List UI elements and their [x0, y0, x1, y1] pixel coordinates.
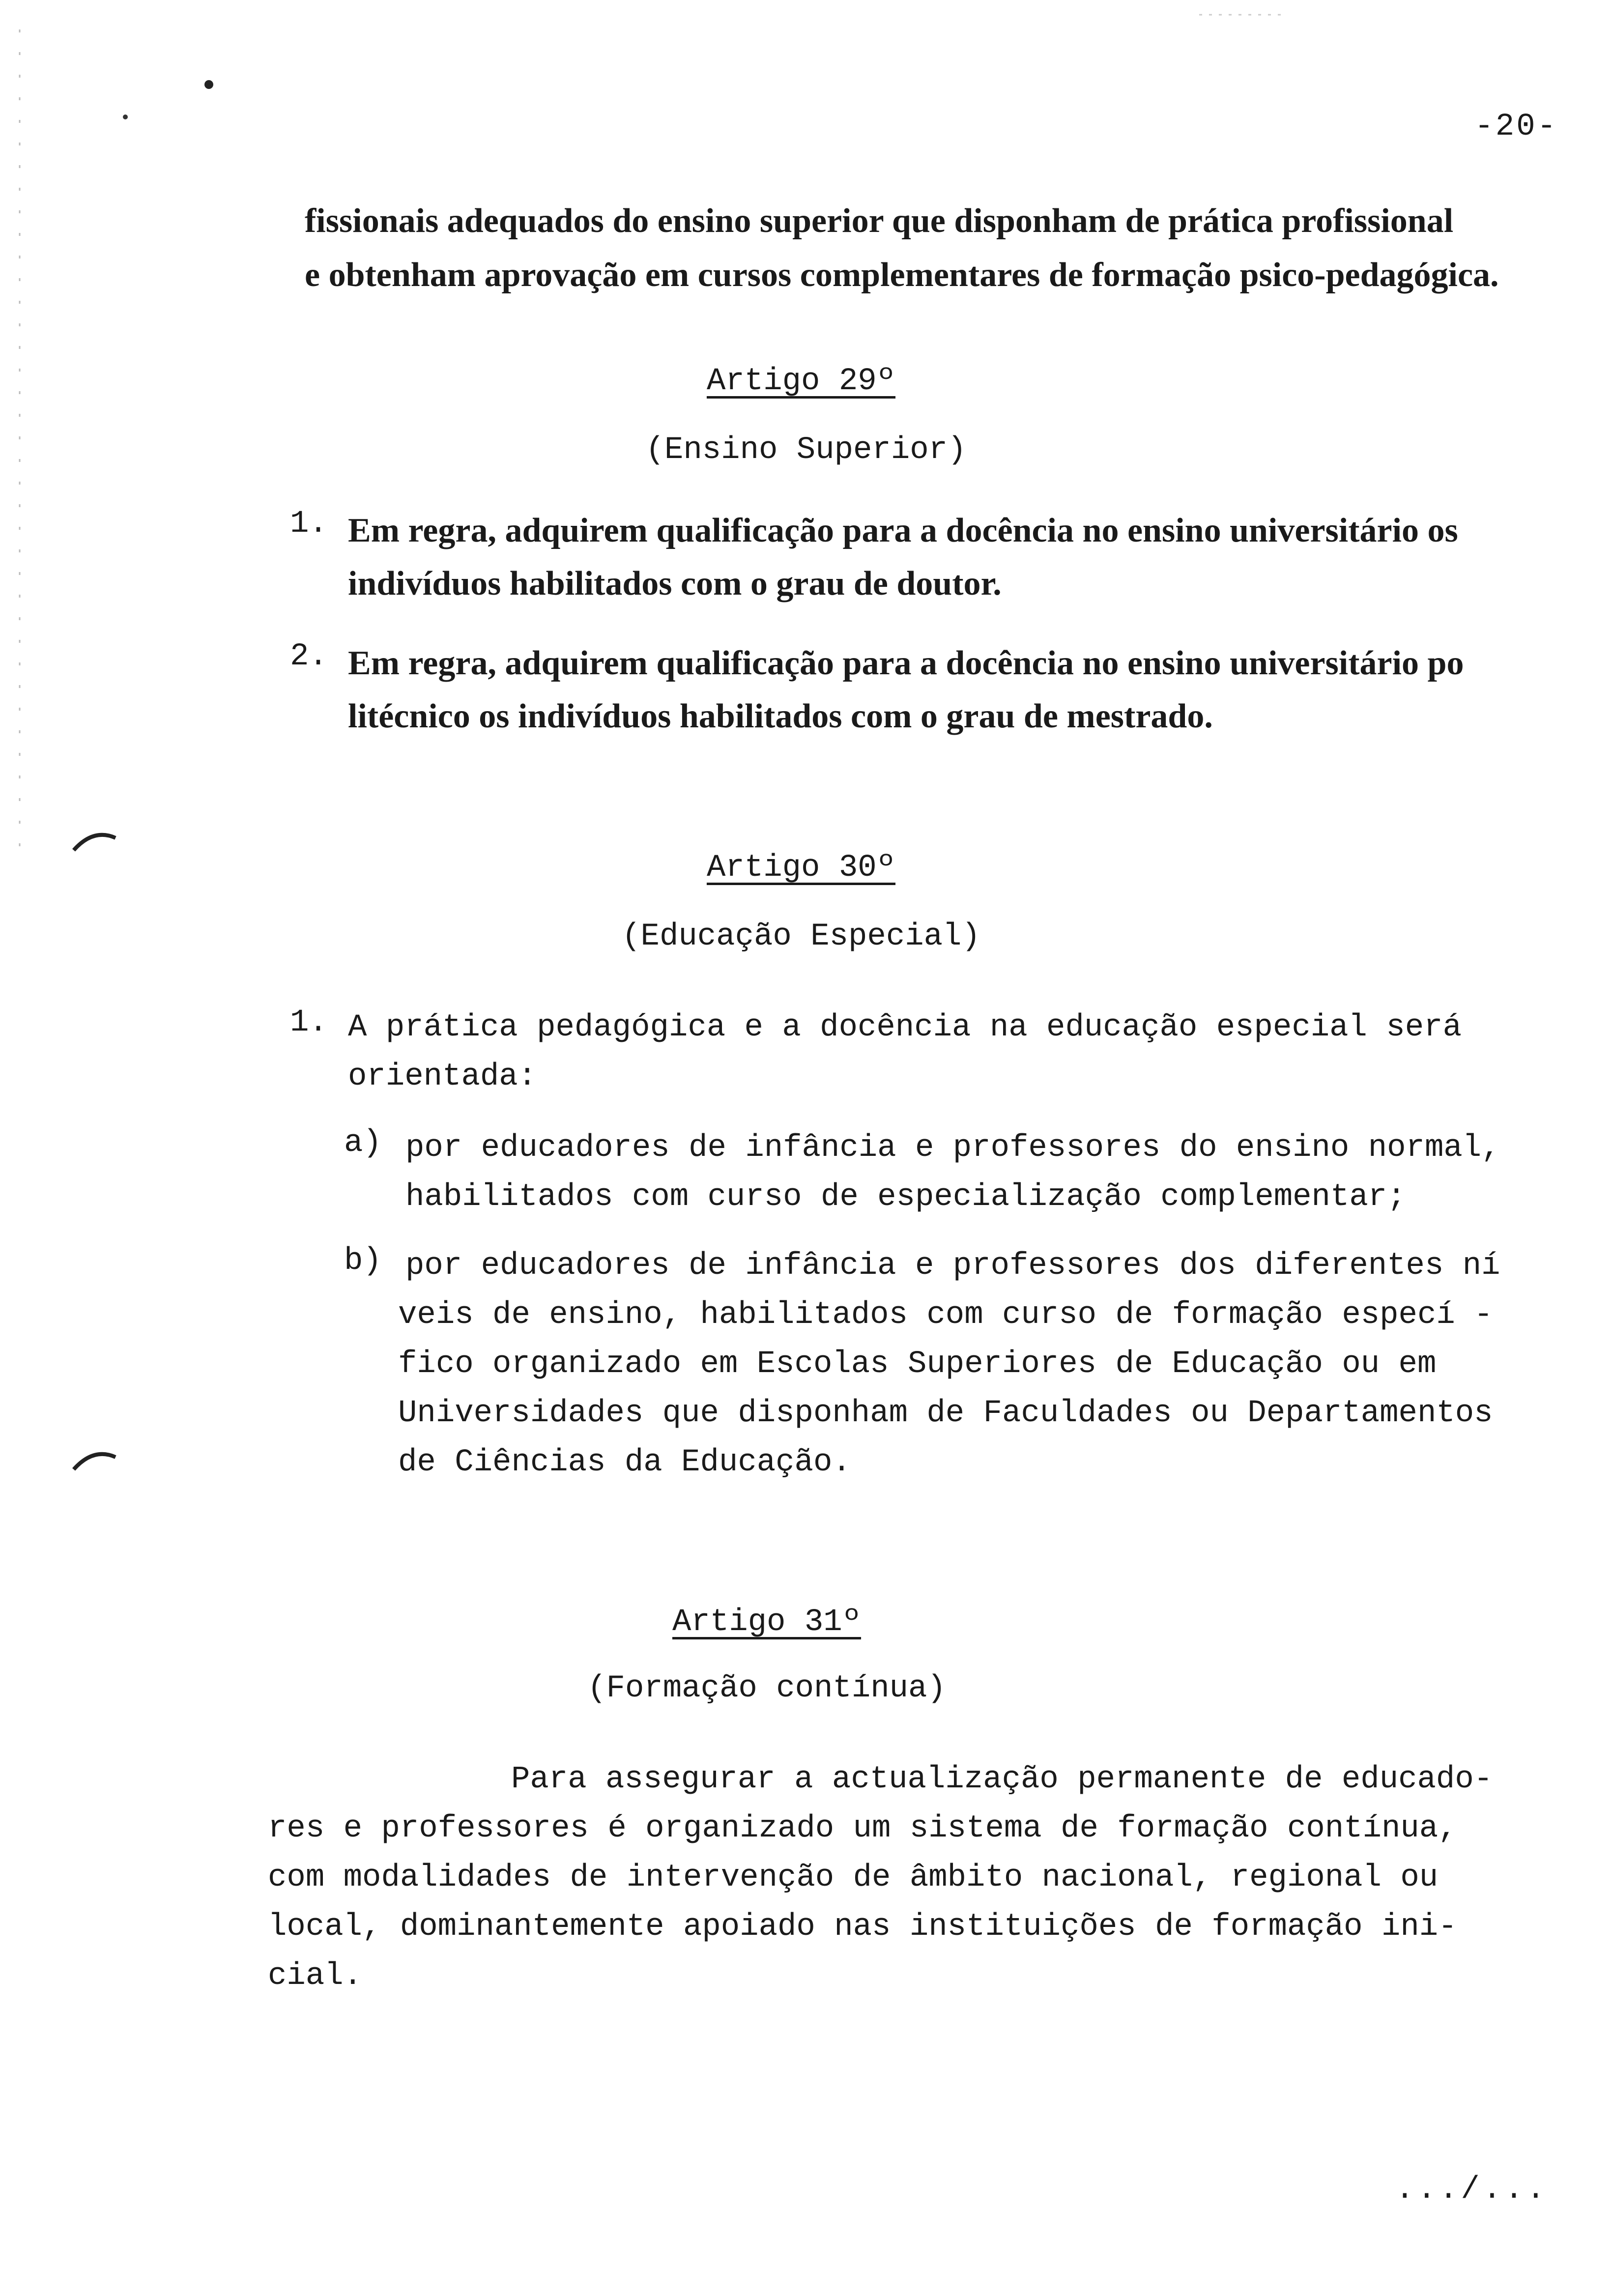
continuation-mark: .../...: [1395, 2172, 1548, 2208]
art31-line-5: cial.: [268, 1958, 363, 1994]
art31-line-4: local, dominantemente apoiado nas instituições de formação ini-: [268, 1909, 1457, 1945]
article-30-heading: [0, 850, 1607, 886]
art29-p1-line-2: indivíduos habilitados com o grau de doutor.: [348, 565, 1002, 603]
art31-line-1: Para assegurar a actualização permanente de educado-: [511, 1762, 1493, 1797]
article-31-subtitle: (Formação contínua): [587, 1671, 946, 1706]
article-31-title: Artigo 31º: [672, 1605, 862, 1640]
art30-item-b-line-5: de Ciências da Educação.: [398, 1445, 851, 1480]
art29-p1-line-1: Em regra, adquirem qualificação para a docência no ensino universitário os: [348, 512, 1458, 549]
art30-item-a-label: a): [344, 1125, 382, 1161]
art30-p1-line-2: orientada:: [348, 1059, 537, 1094]
art30-item-b-line-1: por educadores de infância e professores dos diferentes ní: [405, 1248, 1500, 1284]
article-30-subtitle: (Educação Especial): [622, 919, 980, 954]
article-29-subtitle: (Ensino Superior): [645, 432, 967, 468]
art30-item-a-line-1: por educadores de infância e professores do ensino normal,: [405, 1130, 1500, 1166]
article-29-title: Artigo 29º: [706, 364, 896, 399]
art30-item-b-label: b): [344, 1243, 382, 1279]
intro-line-2: e obtenham aprovação em cursos complementares de formação psico-pedagógica.: [305, 256, 1499, 294]
art29-p2-number: 2.: [290, 639, 328, 674]
art30-item-a-line-2: habilitados com curso de especialização complementar;: [405, 1179, 1406, 1215]
art29-p2-line-1: Em regra, adquirem qualificação para a docência no ensino universitário po: [348, 644, 1464, 682]
article-29-heading: [0, 364, 1607, 399]
page-number: -20-: [1474, 109, 1558, 144]
art30-item-b-line-2: veis de ensino, habilitados com curso de formação especí -: [398, 1297, 1493, 1333]
art30-item-b-line-4: Universidades que disponham de Faculdades ou Departamentos: [398, 1396, 1493, 1431]
art31-line-3: com modalidades de intervenção de âmbito nacional, regional ou: [268, 1860, 1439, 1895]
art31-line-2: res e professores é organizado um sistema de formação contínua,: [268, 1811, 1457, 1846]
intro-line-1: fissionais adequados do ensino superior que disponham de prática profissional: [305, 202, 1454, 240]
article-31-heading: [0, 1605, 1573, 1640]
art29-p1-number: 1.: [290, 506, 328, 542]
art30-p1-number: 1.: [290, 1005, 328, 1040]
art30-item-b-line-3: fico organizado em Escolas Superiores de Educação ou em: [398, 1347, 1437, 1382]
art29-p2-line-2: litécnico os indivíduos habilitados com o grau de mestrado.: [348, 697, 1213, 735]
art30-p1-line-1: A prática pedagógica e a docência na educação especial será: [348, 1010, 1462, 1045]
article-30-title: Artigo 30º: [706, 850, 896, 886]
